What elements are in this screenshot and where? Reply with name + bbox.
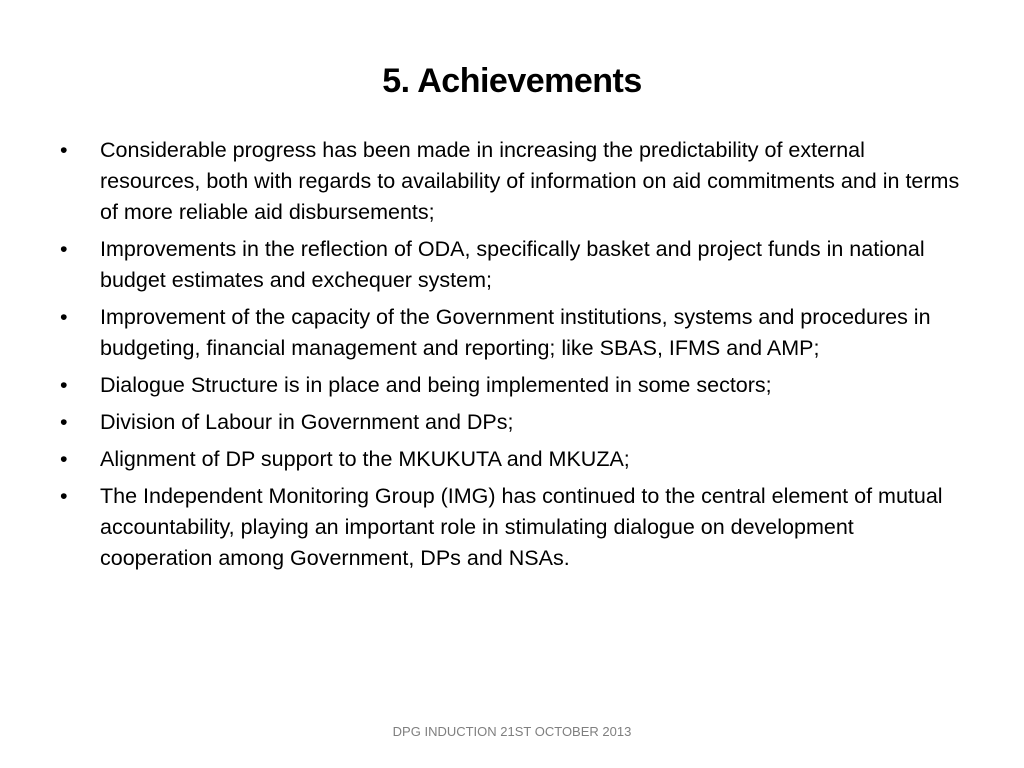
bullet-marker: • [60, 138, 68, 162]
bullet-text: Division of Labour in Government and DPs; [100, 410, 514, 434]
bullet-item [60, 481, 970, 574]
bullet-text: Dialogue Structure is in place and being implemented in some sectors; [100, 373, 772, 397]
bullet-item [60, 444, 970, 475]
bullet-text: Improvement of the capacity of the Government institutions, systems and procedures in budgeting, financial management and reporting; like SBAS, IFMS and AMP; [100, 305, 931, 360]
bullet-text: Improvements in the reflection of ODA, specifically basket and project funds in national budget estimates and exchequer system; [100, 237, 925, 292]
slide-title: 5. Achievements [382, 62, 642, 100]
bullet-marker: • [60, 305, 68, 329]
slide-footer: DPG INDUCTION 21ST OCTOBER 2013 [392, 724, 632, 739]
bullet-text: Considerable progress has been made in increasing the predictability of external resources, both with regards to availability of information on aid commitments and in terms of more reliable aid disbursements; [100, 138, 960, 224]
bullet-item [60, 234, 970, 296]
bullet-list [60, 135, 970, 580]
bullet-marker: • [60, 410, 68, 434]
bullet-item [60, 135, 970, 228]
bullet-text: Alignment of DP support to the MKUKUTA and MKUZA; [100, 447, 630, 471]
bullet-marker: • [60, 373, 68, 397]
bullet-text: The Independent Monitoring Group (IMG) has continued to the central element of mutual accountability, playing an important role in stimulating dialogue on development cooperation among Government, DPs and NSAs. [100, 484, 943, 570]
bullet-marker: • [60, 237, 68, 261]
bullet-item [60, 407, 970, 438]
bullet-item [60, 302, 970, 364]
bullet-marker: • [60, 484, 68, 508]
bullet-item [60, 370, 970, 401]
bullet-marker: • [60, 447, 68, 471]
